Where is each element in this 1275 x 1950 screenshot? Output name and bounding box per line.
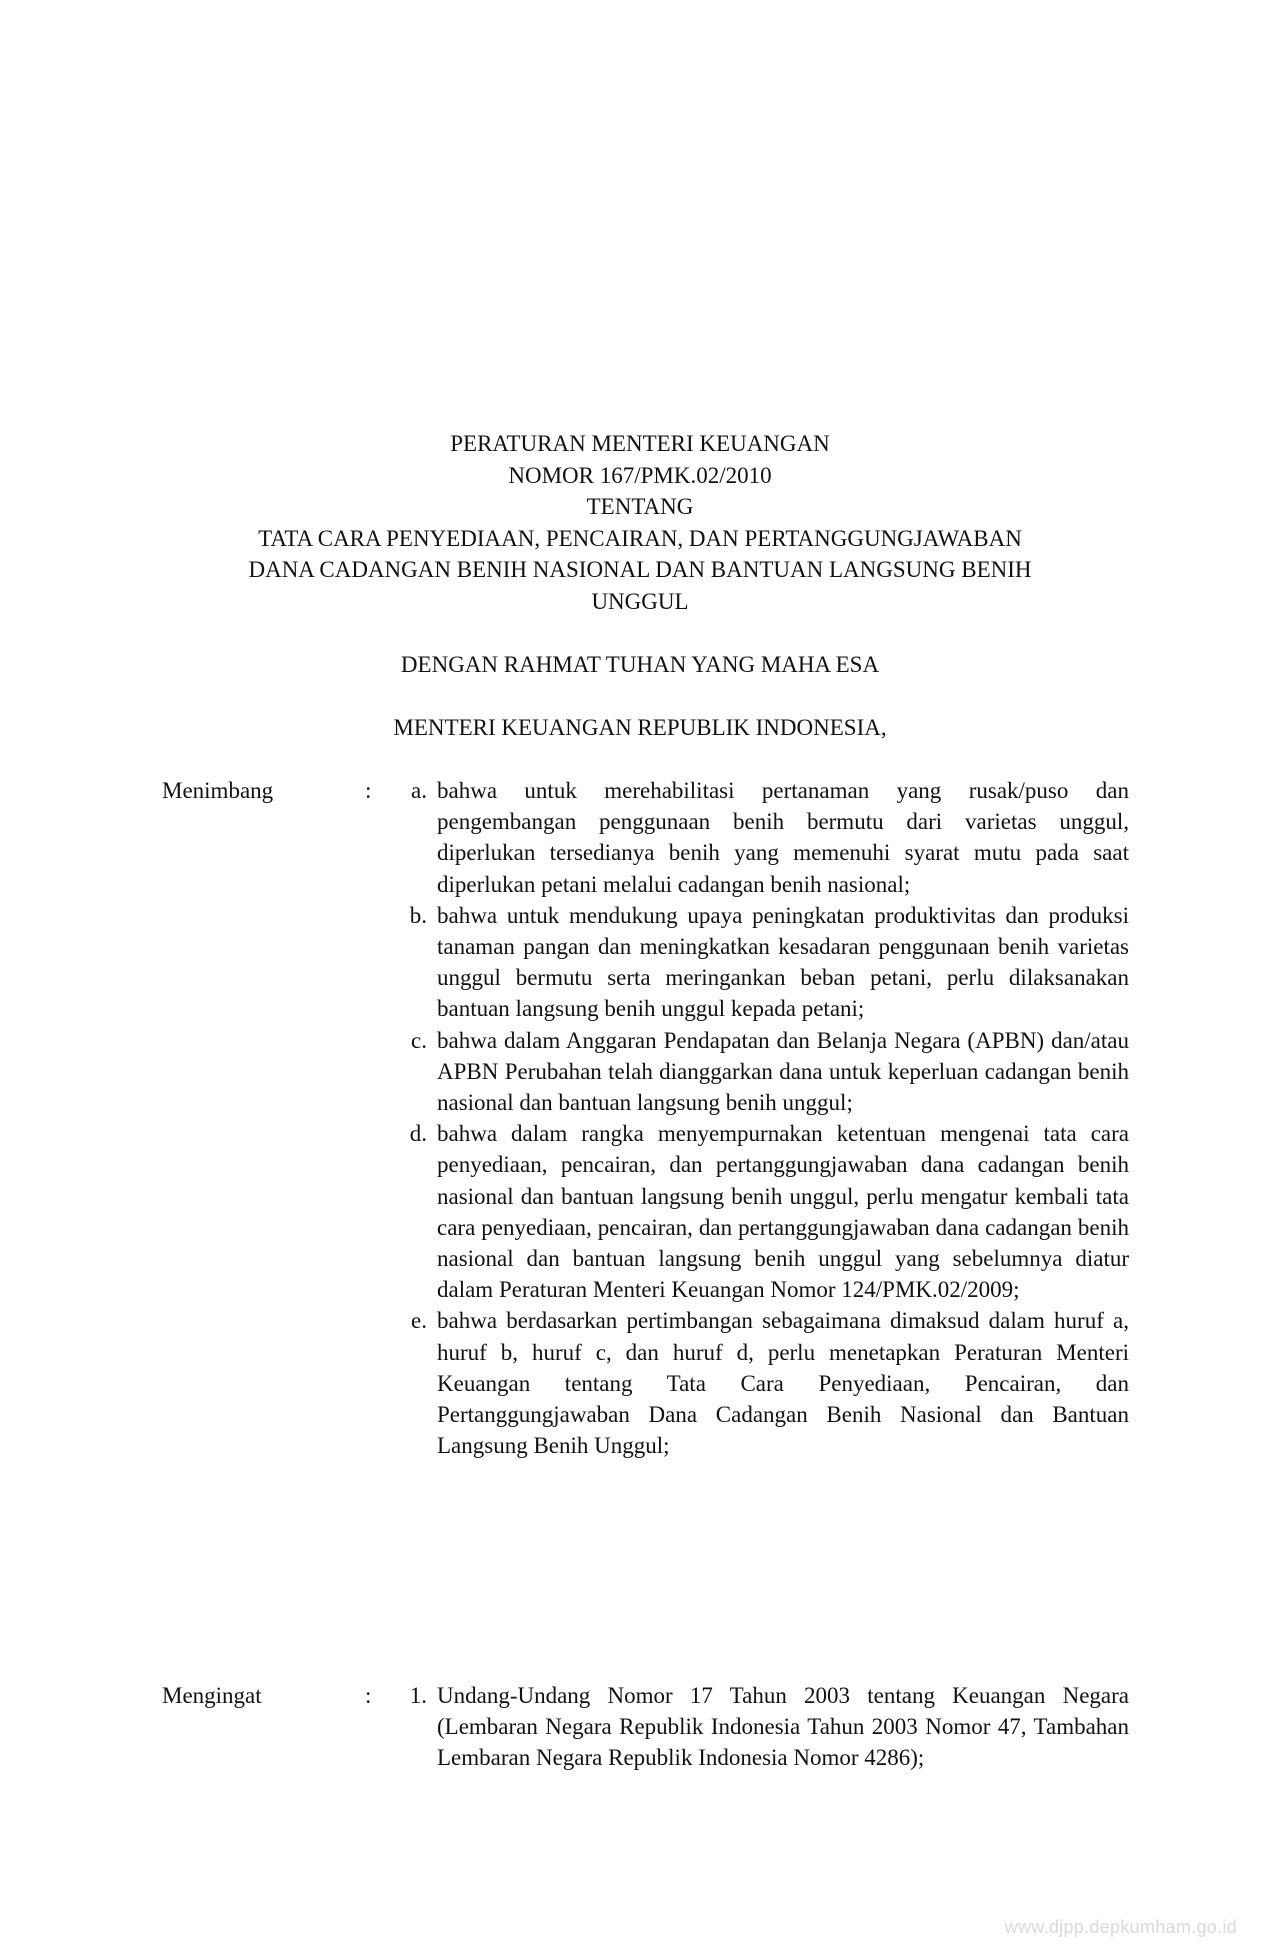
item-text: Undang-Undang Nomor 17 Tahun 2003 tentang Keuangan Negara (Lembaran Negara Republik Indonesia Tahun 2003 Nomor 47, Tambahan Lembaran Negara Republik Indonesia Nomor 4286); bbox=[437, 1683, 1129, 1771]
item-marker: c. bbox=[411, 1027, 427, 1053]
menimbang-item bbox=[409, 1118, 1129, 1305]
item-marker: e. bbox=[411, 1308, 427, 1334]
title-line: TATA CARA PENYEDIAAN, PENCAIRAN, DAN PERTANGGUNGJAWABAN bbox=[258, 525, 1022, 551]
section-colon: : bbox=[365, 1683, 372, 1708]
item-text: bahwa untuk mendukung upaya peningkatan produktivitas dan produksi tanaman pangan dan meningkatkan kesadaran penggunaan benih varietas unggul bermutu serta meringankan beban petani, perlu dilaksanakan bantuan langsung benih unggul kepada petani; bbox=[437, 902, 1129, 1022]
invocation-text: DENGAN RAHMAT TUHAN YANG MAHA ESA bbox=[400, 652, 880, 677]
menimbang-label: Menimbang bbox=[162, 778, 274, 803]
title-line: UNGGUL bbox=[591, 588, 689, 614]
title-line: NOMOR 167/PMK.02/2010 bbox=[508, 462, 772, 488]
menimbang-item bbox=[411, 775, 1129, 900]
mengingat-section bbox=[0, 1680, 1275, 1774]
item-marker: b. bbox=[409, 902, 427, 928]
item-marker: a. bbox=[411, 778, 427, 803]
menimbang-section bbox=[0, 775, 1275, 1461]
title-line: TENTANG bbox=[586, 494, 694, 519]
item-text: bahwa berdasarkan pertimbangan sebagaimana dimaksud dalam huruf a, huruf b, huruf c, dan huruf d, perlu menetapkan Peraturan Menteri Keuangan tentang Tata Cara Penyediaan, Pencairan, dan Pertanggungjawaban Dana Cadangan Benih Nasional dan Bantuan Langsung Benih Unggul; bbox=[437, 1308, 1129, 1459]
regulation-title bbox=[160, 428, 1120, 617]
mengingat-label: Mengingat bbox=[162, 1683, 262, 1708]
title-line: PERATURAN MENTERI KEUANGAN bbox=[450, 431, 830, 456]
menimbang-item bbox=[409, 900, 1129, 1025]
item-marker: d. bbox=[409, 1121, 427, 1147]
item-text: bahwa dalam Anggaran Pendapatan dan Belanja Negara (APBN) dan/atau APBN Perubahan telah dianggarkan dana untuk keperluan cadangan benih nasional dan bantuan langsung benih unggul; bbox=[437, 1027, 1129, 1116]
authority-text: MENTERI KEUANGAN REPUBLIK INDONESIA, bbox=[393, 715, 887, 740]
item-marker: 1. bbox=[409, 1683, 427, 1708]
section-colon: : bbox=[365, 778, 372, 803]
watermark-text: www.djpp.depkumham.go.id bbox=[1004, 1917, 1237, 1937]
menimbang-item bbox=[411, 1305, 1129, 1461]
item-text: bahwa untuk merehabilitasi pertanaman yang rusak/puso dan pengembangan penggunaan benih bermutu dari varietas unggul, diperlukan tersedianya benih yang memenuhi syarat mutu pada saat diperlukan petani melalui cadangan benih nasional; bbox=[437, 778, 1129, 897]
title-line: DANA CADANGAN BENIH NASIONAL DAN BANTUAN LANGSUNG BENIH bbox=[248, 557, 1032, 582]
menimbang-item bbox=[411, 1025, 1129, 1119]
item-text: bahwa dalam rangka menyempurnakan ketentuan mengenai tata cara penyediaan, pencairan, dan pertanggungjawaban dana cadangan benih nasional dan bantuan langsung benih unggul, perlu mengatur kembali tata cara penyediaan, pencairan, dan pertanggungjawaban dana cadangan benih nasional dan bantuan langsung benih unggul yang sebelumnya diatur dalam Peraturan Menteri Keuangan Nomor 124/PMK.02/2009; bbox=[437, 1121, 1129, 1303]
mengingat-item bbox=[409, 1680, 1129, 1774]
